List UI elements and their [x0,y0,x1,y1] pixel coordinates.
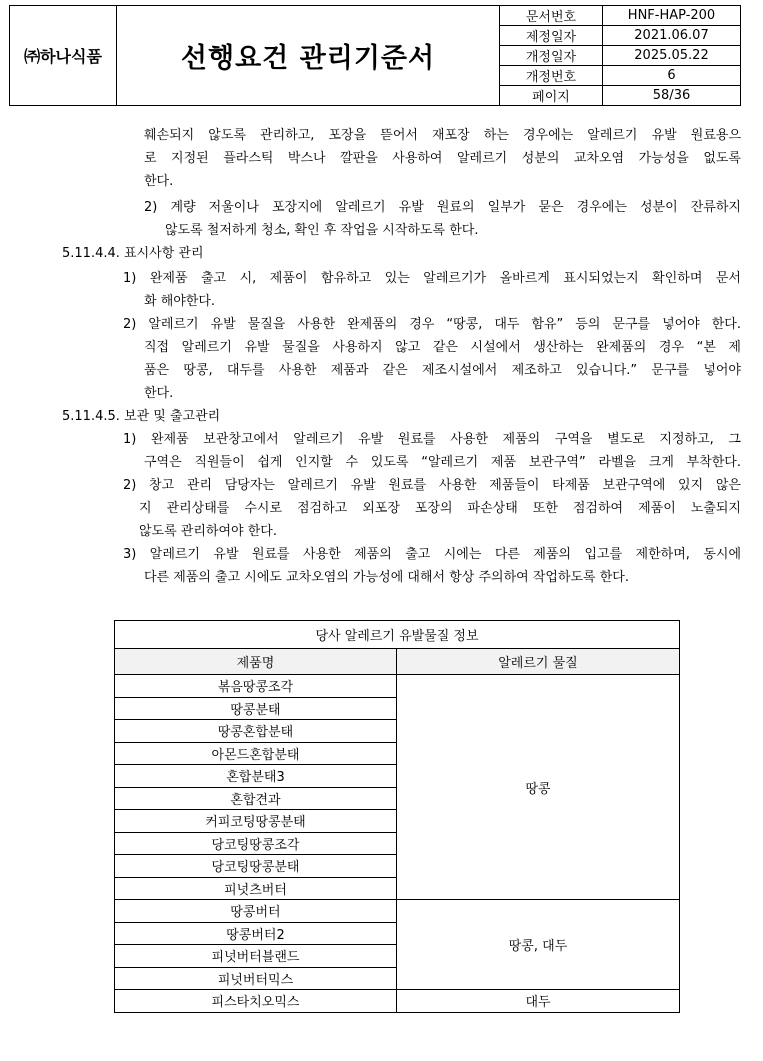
text-line: 훼손되지 않도록 관리하고, 포장을 뜯어서 재포장 하는 경우에는 알레르기 유발 원료용으 [144,128,741,143]
product-cell: 당코팅땅콩조각 [115,832,397,855]
text-line: 2) 알레르기 유발 물질을 사용한 완제품의 경우 “땅콩, 대두 함유” 등의 문구를 넣어야 한다. [123,317,741,332]
allergen-cell: 대두 [397,990,680,1013]
section-heading-5-11-4-4: 5.11.4.4. 표시사항 관리 [62,246,204,261]
meta-key-revision-no: 개정번호 [500,66,603,86]
meta-value-established: 2021.06.07 [603,26,741,46]
text-line: 품은 땅콩, 대두를 사용한 제품과 같은 제조시설에서 제조하고 있습니다.” 문구를 넣어야 [144,363,741,378]
product-cell: 볶음땅콩조각 [115,675,397,698]
section-heading-5-11-4-5: 5.11.4.5. 보관 및 출고관리 [62,409,221,424]
text-line: 않도록 철저하게 청소, 확인 후 작업을 시작하도록 한다. [165,223,479,238]
product-cell: 피넛버터블랜드 [115,945,397,968]
text-line: 구역은 직원들이 쉽게 인지할 수 있도록 “알레르기 제품 보관구역” 라벨을 크게 부착한다. [144,455,741,470]
allergen-cell: 땅콩 [397,675,680,900]
text-line: 2) 계량 저울이나 포장지에 알레르기 유발 원료의 일부가 묻은 경우에는 성분이 잔류하지 [144,200,741,215]
column-header-product: 제품명 [115,649,397,675]
text-line: 다른 제품의 출고 시에도 교차오염의 가능성에 대해서 항상 주의하여 작업하도록 한다. [144,570,629,585]
text-line: 로 지정된 플라스틱 박스나 깔판을 사용하여 알레르기 성분의 교차오염 가능성을 없도록 [144,151,741,166]
product-cell: 땅콩버터 [115,900,397,923]
meta-key-doc-no: 문서번호 [500,6,603,26]
product-cell: 커피코팅땅콩분태 [115,810,397,833]
company-name: ㈜하나식품 [10,6,117,106]
meta-key-revised: 개정일자 [500,46,603,66]
product-cell: 당코팅땅콩분태 [115,855,397,878]
text-line: 지 관리상태를 수시로 점검하고 외포장 포장의 파손상태 또한 점검하여 제품이 노출되지 [139,501,741,516]
product-cell: 혼합견과 [115,787,397,810]
meta-value-page: 58/36 [603,86,741,106]
text-line: 3) 알레르기 유발 원료를 사용한 제품의 출고 시에는 다른 제품의 입고를 제한하며, 동시에 [123,547,741,562]
text-line: 직접 알레르기 유발 물질을 사용하지 않고 같은 시설에서 생산하는 완제품의 경우 “본 제 [144,340,741,355]
document-header [9,5,741,106]
text-line: 2) 창고 관리 담당자는 알레르기 유발 원료를 사용한 제품들이 타제품 보관구역에 있지 않은 [123,478,741,493]
meta-value-doc-no: HNF-HAP-200 [603,6,741,26]
product-cell: 피넛츠버터 [115,877,397,900]
meta-value-revised: 2025.05.22 [603,46,741,66]
text-line: 화 해야한다. [144,294,216,309]
column-header-allergen: 알레르기 물질 [397,649,680,675]
text-line: 한다. [144,174,174,189]
text-line: 1) 완제품 출고 시, 제품이 함유하고 있는 알레르기가 올바르게 표시되었는지 확인하며 문서 [123,271,741,286]
product-cell: 땅콩분태 [115,697,397,720]
product-cell: 피스타치오믹스 [115,990,397,1013]
product-cell: 혼합분태3 [115,765,397,788]
table-caption: 당사 알레르기 유발물질 정보 [115,621,680,649]
meta-key-page: 페이지 [500,86,603,106]
product-cell: 아몬드혼합분태 [115,742,397,765]
text-line: 한다. [144,386,174,401]
product-cell: 땅콩버터2 [115,922,397,945]
allergen-cell: 땅콩, 대두 [397,900,680,990]
product-cell: 피넛버터믹스 [115,967,397,990]
document-title: 선행요건 관리기준서 [117,6,500,106]
product-cell: 땅콩혼합분태 [115,720,397,743]
meta-value-revision-no: 6 [603,66,741,86]
allergen-info-table [114,620,680,1013]
meta-key-established: 제정일자 [500,26,603,46]
text-line: 않도록 관리하여야 한다. [139,524,277,539]
text-line: 1) 완제품 보관창고에서 알레르기 유발 원료를 사용한 제품의 구역을 별도로 지정하고, 그 [123,432,741,447]
